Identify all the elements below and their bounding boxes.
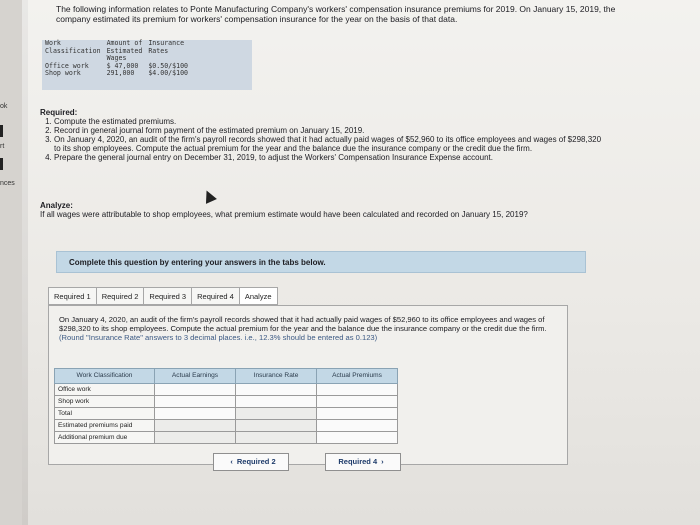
sidebar-marker-1 — [0, 125, 3, 137]
table-row — [55, 396, 398, 408]
earnings-cell — [155, 432, 236, 444]
instruction-banner: Complete this question by entering your answers in the tabs below. — [56, 251, 586, 273]
earnings-input[interactable] — [155, 384, 236, 396]
panel-instructions — [59, 315, 559, 342]
col-header-earnings: Actual Earnings — [155, 369, 236, 384]
chevron-right-icon: › — [381, 457, 384, 466]
required-item: 3. On January 4, 2020, an audit of the firm's payroll records showed that it had actually paid wages of $52,960 to its office employees and wages of $298,320 to its shop employees. Compute the actual premium for the year and the balance due the insurance company or the credit due the firm. — [54, 135, 605, 153]
sidebar-fragment-3: nces — [0, 180, 15, 187]
row-label: Shop work — [55, 396, 155, 408]
earnings-input[interactable] — [155, 408, 236, 420]
earnings-cell — [155, 420, 236, 432]
rounding-note: (Round "Insurance Rate" answers to 3 decimal places. i.e., 12.3% should be entered as 0.123) — [59, 333, 378, 342]
analyze-text: If all wages were attributable to shop employees, what premium estimate would have been calculated and recorded on January 15, 2019? — [40, 210, 528, 219]
premium-input[interactable] — [317, 432, 398, 444]
sidebar-marker-2 — [0, 158, 3, 170]
next-button[interactable] — [325, 453, 401, 471]
col-header-premiums: Actual Premiums — [317, 369, 398, 384]
row-label: Office work — [55, 384, 155, 396]
given-cell: $ 47,000 — [106, 61, 139, 70]
required-item: 4. Prepare the general journal entry on December 31, 2019, to adjust the Workers' Compensation Insurance Expense account. — [54, 153, 605, 162]
analyze-section — [40, 201, 605, 219]
sidebar-fragment-1: ok — [0, 103, 8, 110]
answer-table — [54, 368, 398, 444]
premium-input[interactable] — [317, 384, 398, 396]
required-section — [40, 108, 605, 162]
chevron-left-icon: ‹ — [230, 457, 233, 466]
given-cell: $4.00/$100 — [148, 69, 189, 78]
given-header-cell: Work — [45, 39, 61, 47]
rate-cell — [236, 432, 317, 444]
rate-input[interactable] — [236, 384, 317, 396]
panel-text: On January 4, 2020, an audit of the firm's payroll records showed that it had actually paid wages of $52,960 to its office employees and wages of $298,320 to its shop employees. Compute the actual premium for the year and the balance due the insurance company or the credit due the firm. — [59, 315, 547, 333]
given-cell: 291,000 — [106, 69, 135, 78]
tab-required-3[interactable]: Required 3 — [143, 287, 191, 305]
given-cell: Office work — [45, 61, 89, 70]
tab-required-1[interactable]: Required 1 — [48, 287, 96, 305]
given-row — [42, 70, 191, 78]
row-label: Additional premium due — [55, 432, 155, 444]
tab-required-2[interactable]: Required 2 — [96, 287, 144, 305]
given-header-cell: Estimated — [106, 46, 143, 55]
sidebar-fragment-2: rt — [0, 143, 5, 150]
required-item: 2. Record in general journal form payment of the estimated premium on January 15, 2019. — [54, 126, 605, 135]
row-label: Total — [55, 408, 155, 420]
col-header-rate: Insurance Rate — [236, 369, 317, 384]
prev-label: Required 2 — [236, 457, 276, 466]
given-header-cell: Insurance — [148, 39, 185, 47]
tab-analyze[interactable]: Analyze — [239, 287, 278, 305]
rate-cell — [236, 420, 317, 432]
given-cell: Shop work — [45, 69, 81, 78]
row-label: Estimated premiums paid — [55, 420, 155, 432]
given-header-cell: Rates — [148, 46, 169, 55]
given-data-table — [42, 40, 252, 90]
next-label: Required 4 — [338, 457, 378, 466]
tab-required-4[interactable]: Required 4 — [191, 287, 239, 305]
required-heading: Required: — [40, 108, 78, 117]
rate-input[interactable] — [236, 396, 317, 408]
premium-input[interactable] — [317, 396, 398, 408]
table-row — [55, 408, 398, 420]
given-header-cell: Wages — [106, 54, 127, 63]
table-row — [55, 384, 398, 396]
question-page — [28, 0, 700, 525]
tab-bar — [48, 287, 278, 305]
problem-intro: The following information relates to Ponte Manufacturing Company's workers' compensation insurance premiums for 2019. On January 15, 2019, the company estimated its premium for workers' compensation insurance for the year on the basis of that data. — [56, 4, 616, 24]
given-header-cell: Amount of — [106, 39, 143, 47]
col-header-classification: Work Classification — [55, 369, 155, 384]
left-sidebar-strip — [0, 0, 22, 525]
analyze-heading: Analyze: — [40, 201, 73, 210]
given-cell: $0.50/$100 — [148, 61, 189, 70]
table-row — [55, 420, 398, 432]
earnings-input[interactable] — [155, 396, 236, 408]
table-row — [55, 432, 398, 444]
rate-cell — [236, 408, 317, 420]
prev-button[interactable] — [213, 453, 289, 471]
required-item: 1. Compute the estimated premiums. — [54, 117, 605, 126]
premium-input[interactable] — [317, 420, 398, 432]
given-header-cell: Classification — [45, 46, 101, 55]
premium-input[interactable] — [317, 408, 398, 420]
